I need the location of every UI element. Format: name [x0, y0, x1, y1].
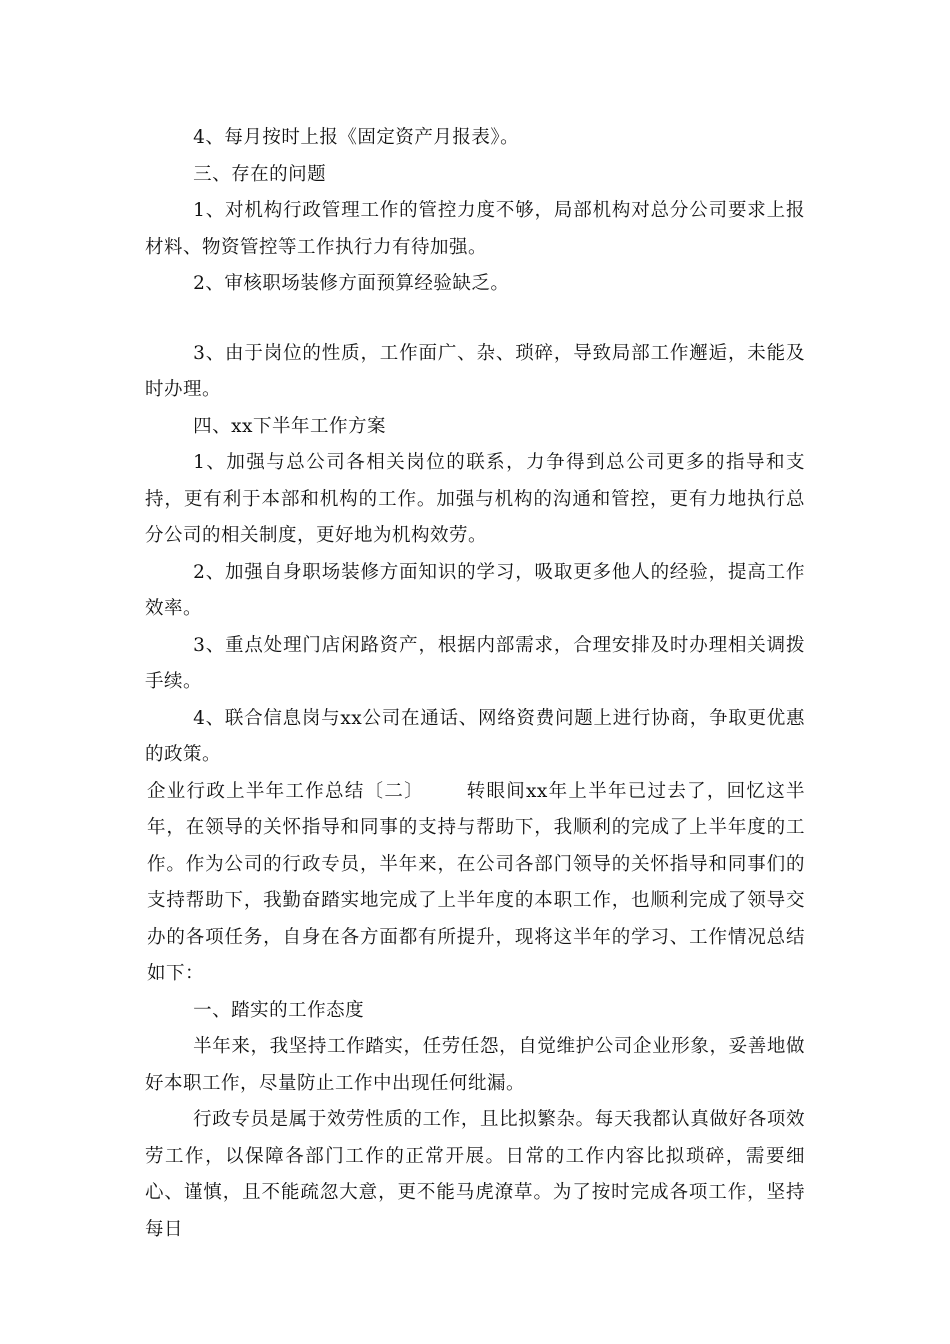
blank-gap	[145, 303, 805, 336]
paragraph-plan-2: 2、加强自身职场装修方面知识的学习，吸取更多他人的经验，提高工作效率。	[145, 561, 805, 619]
heading-existing-problems: 三、存在的问题	[193, 163, 327, 185]
paragraph-problem-3: 3、由于岗位的性质，工作面广、杂、琐碎，导致局部工作邂逅，未能及时办理。	[145, 342, 805, 400]
paragraph-plan-3: 3、重点处理门店闲路资产，根据内部需求，合理安排及时办理相关调拨手续。	[145, 634, 805, 692]
heading-work-attitude: 一、踏实的工作态度	[193, 999, 365, 1021]
paragraph-problem-1: 1、对机构行政管理工作的管控力度不够，局部机构对总分公司要求上报材料、物资管控等工作执行力有待加强。	[145, 200, 805, 258]
paragraph-plan-4: 4、联合信息岗与xx公司在通话、网络资费问题上进行协商，争取更优惠的政策。	[145, 707, 805, 765]
heading-second-half-plan: 四、xx下半年工作方案	[193, 415, 386, 437]
section-two-intro	[145, 774, 805, 993]
paragraph-admin-role: 行政专员是属于效劳性质的工作，且比拟繁杂。每天我都认真做好各项效劳工作，以保障各部门工作的正常开展。日常的工作内容比拟琐碎，需要细心、谨慎，且不能疏忽大意，更不能马虎潦草。为了按时完成各项工作，坚持每日	[145, 1109, 805, 1240]
paragraph-plan-1: 1、加强与总公司各相关岗位的联系，力争得到总公司更多的指导和支持，更有利于本部和机构的工作。加强与机构的沟通和管控，更有力地执行总分公司的相关制度，更好地为机构效劳。	[145, 452, 805, 546]
paragraph-monthly-report: 4、每月按时上报《固定资产月报表》。	[193, 127, 520, 148]
document-body	[145, 120, 805, 1248]
section-intro-text: 转眼间xx年上半年已过去了，回忆这半年，在领导的关怀指导和同事的支持与帮助下，我顺利的完成了上半年度的工作。作为公司的行政专员，半年来，在公司各部门领导的关怀指导和同事们的支持帮助下，我勤奋踏实地完成了上半年度的本职工作，也顺利完成了领导交办的各项任务，自身在各方面都有所提升，现将这半年的学习、工作情况总结如下：	[147, 780, 805, 984]
paragraph-attitude: 半年来，我坚持工作踏实，任劳任怨，自觉维护公司企业形象，妥善地做好本职工作，尽量防止工作中出现任何纰漏。	[145, 1036, 805, 1094]
section-title: 企业行政上半年工作总结〔二〕	[147, 780, 424, 802]
paragraph-problem-2: 2、审核职场装修方面预算经验缺乏。	[193, 273, 510, 294]
